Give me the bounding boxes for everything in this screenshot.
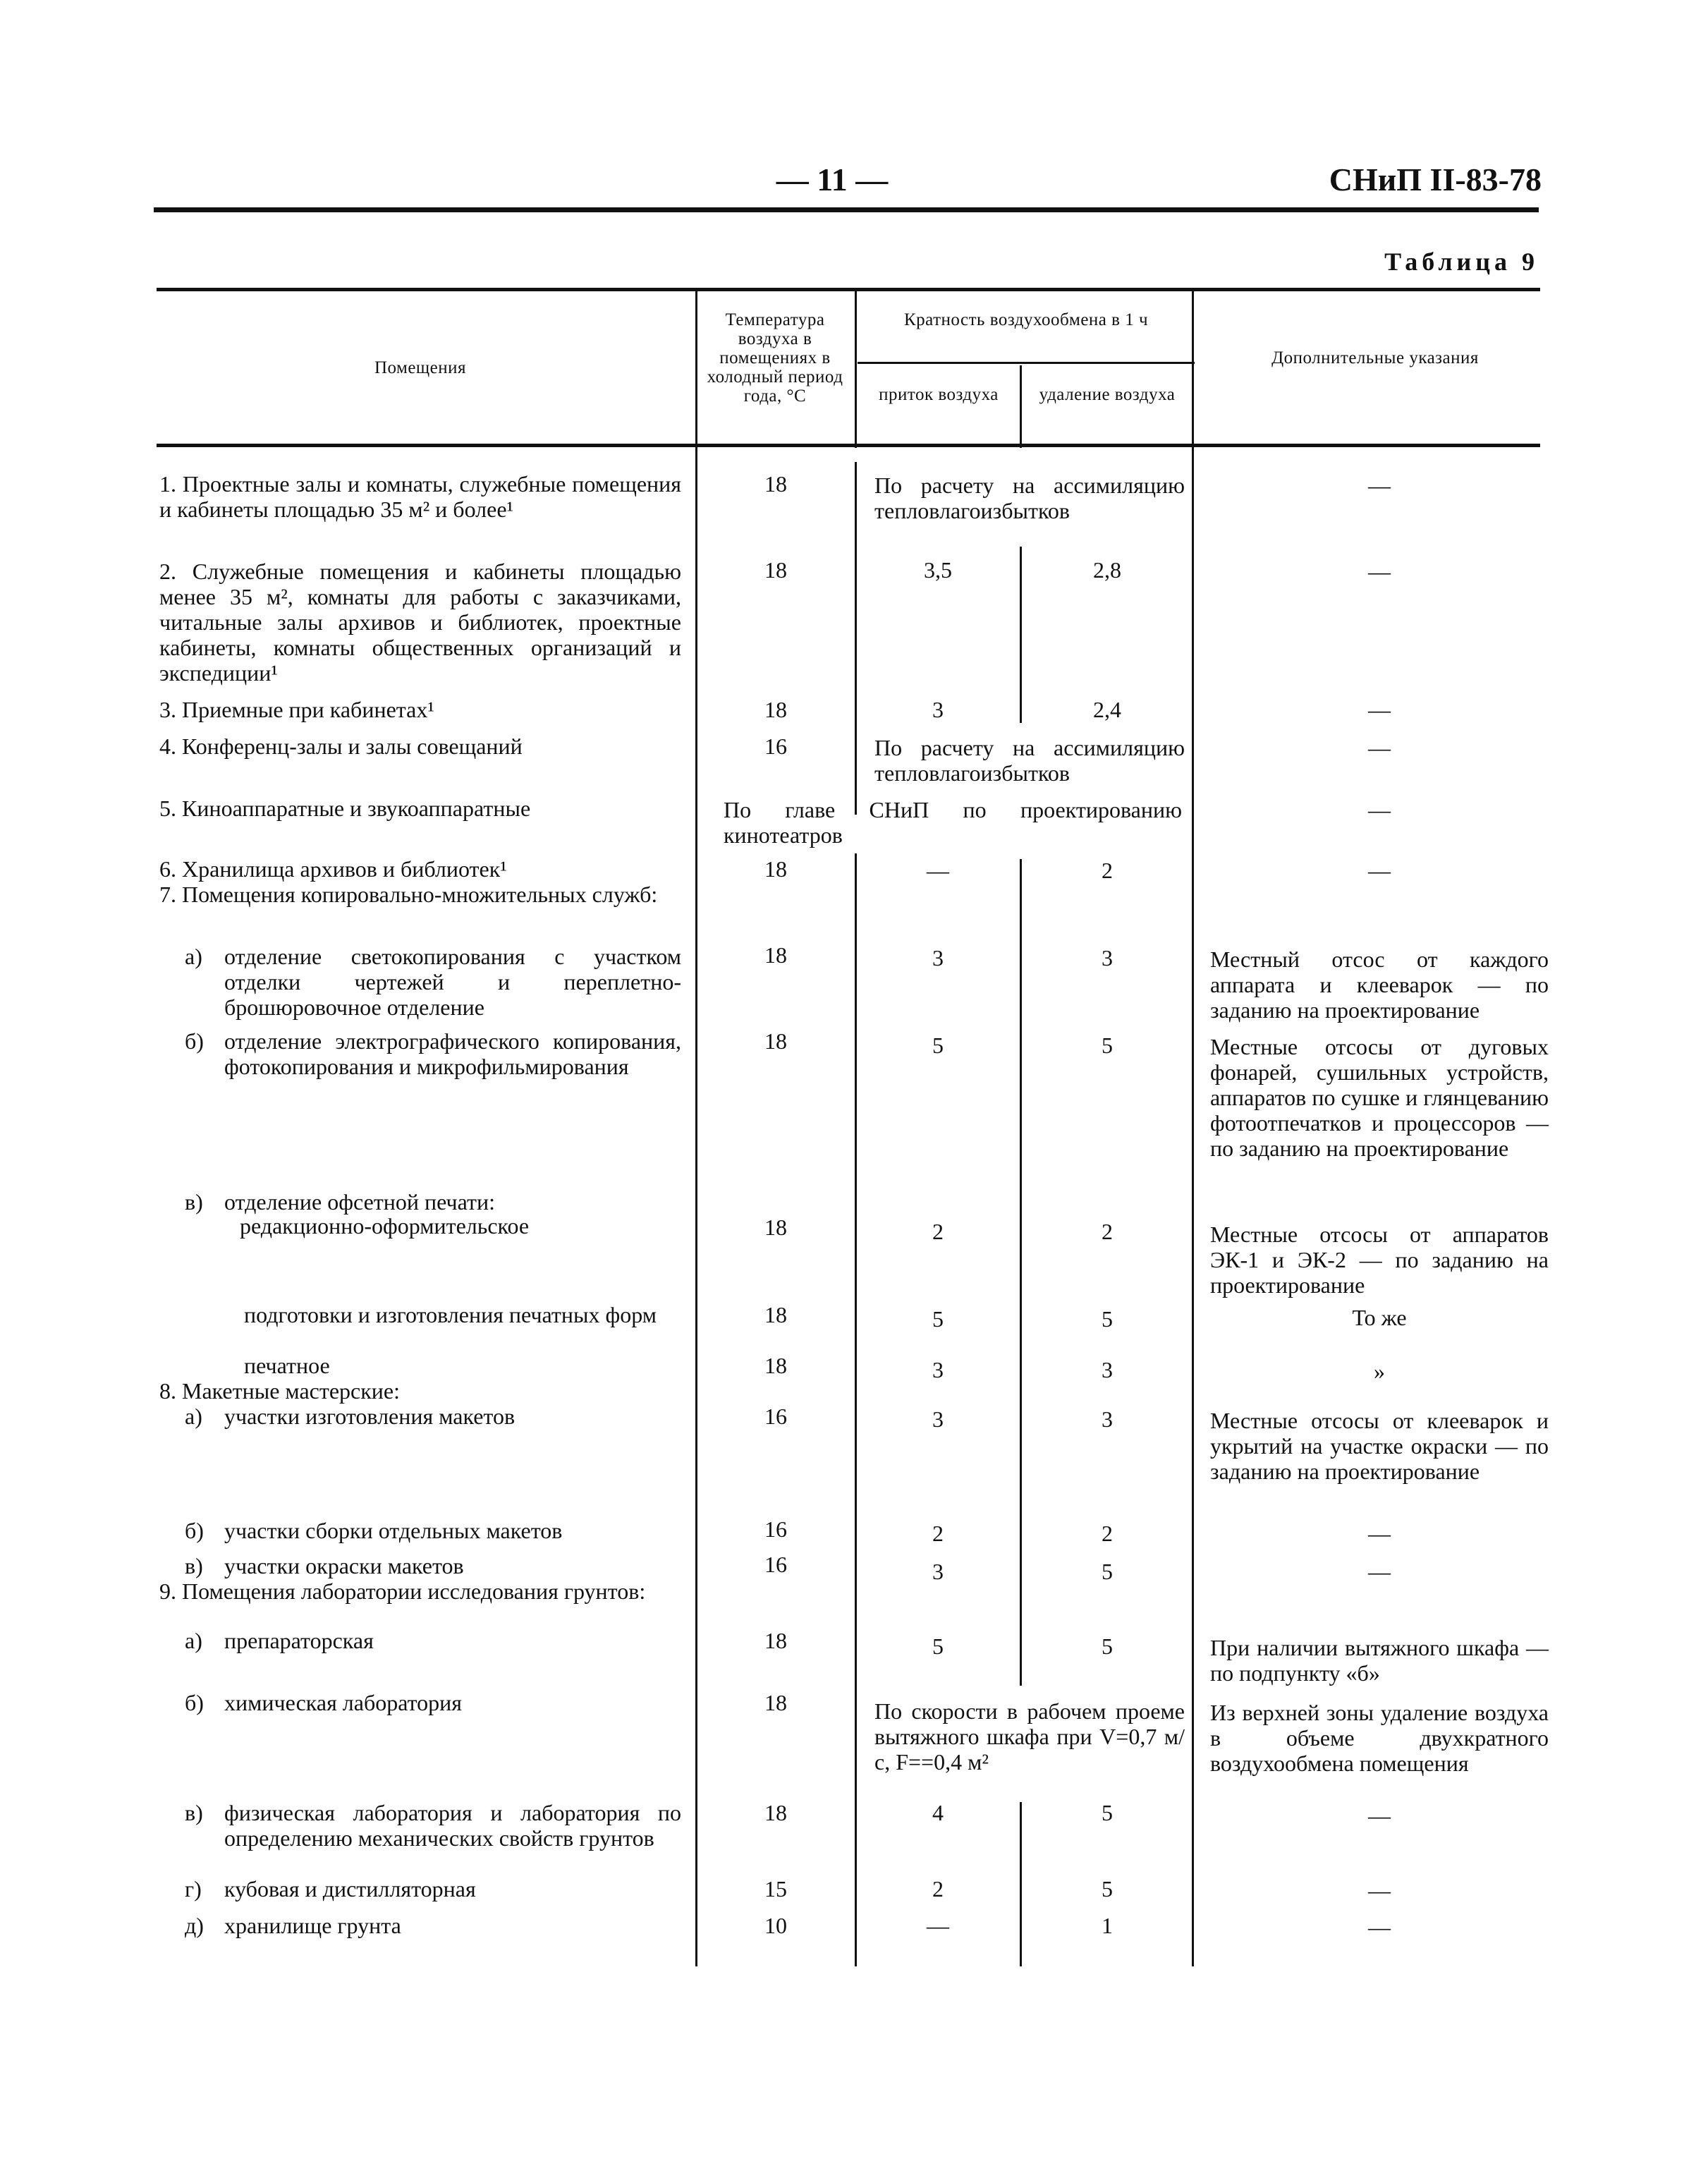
row-4-note: — (1368, 735, 1391, 760)
header-exhaust: удаление воздуха (1039, 385, 1176, 404)
row-7a-note: Местный отсос от каждого аппарата и клееварок — по заданию на проектирование (1210, 947, 1549, 1023)
row-8b-temp: 16 (764, 1516, 787, 1542)
row-7a-exhaust: 3 (1102, 945, 1113, 971)
row-7v2-temp: 18 (764, 1302, 787, 1327)
row-9d-note: — (1368, 1914, 1391, 1940)
row-4-name: 4. Конференц-залы и залы совещаний (159, 734, 523, 759)
row-9a-supply: 5 (932, 1633, 944, 1659)
row-8a-supply: 3 (932, 1406, 944, 1432)
row-2-temp: 18 (764, 557, 787, 583)
row-3-exhaust: 2,4 (1093, 697, 1121, 722)
row-8a-name: участки изготовления макетов (224, 1404, 516, 1429)
row-3-name: 3. Приемные при кабинетах¹ (159, 697, 434, 722)
row-8v-label: в) (185, 1553, 203, 1578)
header-notes: Дополнительные указания (1271, 348, 1479, 367)
row-5-note: — (1368, 797, 1391, 822)
row-8a-exhaust: 3 (1102, 1406, 1113, 1432)
row-9v-name: физическая лаборатория и лаборатория по определению механических свойств грунтов (224, 1800, 681, 1851)
row-9a-label: а) (185, 1628, 202, 1653)
column-divider-airflow-body (855, 853, 857, 1966)
row-7b-supply: 5 (932, 1033, 944, 1058)
row-9g-temp: 15 (764, 1876, 787, 1902)
row-9g-label: г) (185, 1876, 202, 1902)
row-7v2-supply: 5 (932, 1306, 944, 1332)
row-9d-supply: — (927, 1913, 949, 1938)
row-7b-note: Местные отсосы от дуговых фонарей, сушильных устройств, аппаратов по сушке и глянцеванию фотоотпечатков и процессоров — по заданию на проектирование (1210, 1034, 1549, 1161)
row-9a-temp: 18 (764, 1628, 787, 1653)
column-divider-notes (1192, 291, 1194, 1966)
row-5-name: 5. Киноаппаратные и звукоаппаратные (159, 796, 531, 821)
row-4-temp: 16 (764, 734, 787, 759)
column-divider-supply-exhaust (1020, 547, 1022, 723)
row-7v2-name: подготовки и изготовления печатных форм (244, 1302, 657, 1327)
row-9v-note: — (1368, 1803, 1391, 1828)
row-6-exhaust: 2 (1102, 858, 1113, 883)
row-9a-exhaust: 5 (1102, 1633, 1113, 1659)
row-7v2-note: То же (1352, 1305, 1407, 1330)
header-temperature: Температура воздуха в помещениях в холодный период года, °С (707, 310, 843, 406)
row-6-supply: — (927, 858, 949, 883)
row-2-supply: 3,5 (924, 557, 952, 583)
row-2-exhaust: 2,8 (1093, 557, 1121, 583)
row-9d-temp: 10 (764, 1913, 787, 1938)
row-8b-label: б) (185, 1518, 204, 1543)
row-1-temp: 18 (764, 471, 787, 497)
row-7v1-name: редакционно-оформительское (240, 1213, 530, 1239)
column-divider-supply-exhaust (1020, 859, 1022, 1686)
row-8b-name: участки сборки отдельных макетов (224, 1518, 563, 1543)
document-code: СНиП II-83-78 (1329, 162, 1542, 197)
row-8a-note: Местные отсосы от клееварок и укрытий на участке окраски — по заданию на проектирование (1210, 1408, 1549, 1484)
row-5-merged-value: По главе СНиП по проектированию кинотеатров (724, 797, 1182, 848)
row-8a-label: а) (185, 1404, 202, 1429)
row-8b-note: — (1368, 1521, 1391, 1546)
row-6-temp: 18 (764, 856, 787, 882)
column-divider-airflow-body (855, 462, 857, 815)
row-8v-exhaust: 5 (1102, 1559, 1113, 1584)
row-9v-exhaust: 5 (1102, 1800, 1113, 1825)
row-3-supply: 3 (932, 697, 944, 722)
row-7v3-name: печатное (244, 1353, 330, 1378)
row-6-note: — (1368, 858, 1391, 883)
header-bottom-rule (157, 444, 1540, 447)
table-caption: Таблица 9 (1384, 248, 1539, 276)
row-9a-name: препараторская (224, 1628, 374, 1653)
row-8b-exhaust: 2 (1102, 1521, 1113, 1546)
header-rooms: Помещения (374, 358, 467, 377)
row-9g-exhaust: 5 (1102, 1876, 1113, 1902)
row-9b-temp: 18 (764, 1690, 787, 1715)
row-7v3-temp: 18 (764, 1353, 787, 1378)
column-divider-supply-exhaust (1020, 1802, 1022, 1966)
row-4-air-exchange: По расчету на ассимиляцию тепловлагоизбытков (874, 735, 1185, 786)
row-7b-exhaust: 5 (1102, 1033, 1113, 1058)
row-8v-supply: 3 (932, 1559, 944, 1584)
air-exchange-subrule (858, 362, 1195, 364)
row-7b-label: б) (185, 1028, 204, 1054)
row-8-heading: 8. Макетные мастерские: (159, 1378, 401, 1404)
row-7-heading: 7. Помещения копировально-множительных служб: (159, 882, 658, 907)
row-9g-note: — (1368, 1878, 1391, 1903)
row-7v3-exhaust: 3 (1102, 1357, 1113, 1382)
row-3-note: — (1368, 697, 1391, 722)
row-9b-note: Из верхней зоны удаление воздуха в объеме двухкратного воздухообмена помещения (1210, 1700, 1549, 1776)
row-8v-temp: 16 (764, 1552, 787, 1577)
row-7a-supply: 3 (932, 945, 944, 971)
row-2-note: — (1368, 559, 1391, 584)
row-9b-label: б) (185, 1690, 204, 1715)
row-7a-name: отделение светокопирования с участком отделки чертежей и переплетно-брошюровочное отделение (224, 944, 681, 1020)
table-top-rule (157, 288, 1540, 291)
row-8b-supply: 2 (932, 1521, 944, 1546)
row-9d-name: хранилище грунта (224, 1913, 401, 1938)
row-1-note: — (1368, 473, 1391, 498)
row-9v-supply: 4 (932, 1800, 944, 1825)
row-9d-exhaust: 1 (1102, 1913, 1113, 1938)
column-divider-supply-exhaust (1020, 365, 1022, 448)
row-1-air-exchange: По расчету на ассимиляцию тепловлагоизбытков (874, 473, 1185, 523)
row-1-name: 1. Проектные залы и комнаты, служебные помещения и кабинеты площадью 35 м² и более¹ (159, 471, 681, 522)
row-9a-note: При наличии вытяжного шкафа — по подпункту «б» (1210, 1635, 1549, 1686)
row-7a-temp: 18 (764, 942, 787, 968)
row-3-temp: 18 (764, 697, 787, 722)
column-divider-temp (695, 291, 697, 1966)
column-divider-airflow (855, 291, 857, 448)
row-7b-temp: 18 (764, 1028, 787, 1054)
row-7v-label: в) (185, 1189, 203, 1215)
row-9g-supply: 2 (932, 1876, 944, 1902)
row-2-name: 2. Служебные помещения и кабинеты площадью менее 35 м², комнаты для работы с заказчиками, читальные залы архивов и библиотек, проектные кабинеты, комнаты общественных организаций и экспедиции¹ (159, 559, 681, 686)
row-7b-name: отделение электрографического копирования, фотокопирования и микрофильмирования (224, 1028, 681, 1079)
row-9d-label: д) (185, 1913, 204, 1938)
row-9b-air-exchange: По скорости в рабочем проеме вытяжного шкафа при V=0,7 м/с, F==0,4 м² (874, 1698, 1185, 1775)
row-9v-temp: 18 (764, 1800, 787, 1825)
row-6-name: 6. Хранилища архивов и библиотек¹ (159, 856, 507, 882)
row-7v1-note: Местные отсосы от аппаратов ЭК-1 и ЭК-2 — по заданию на проектирование (1210, 1222, 1549, 1298)
row-7v3-supply: 3 (932, 1357, 944, 1382)
row-8v-name: участки окраски макетов (224, 1553, 464, 1578)
header-air-exchange: Кратность воздухообмена в 1 ч (903, 310, 1149, 329)
row-9b-name: химическая лаборатория (224, 1690, 463, 1715)
header-supply: приток воздуха (879, 385, 999, 404)
row-9g-name: кубовая и дистилляторная (224, 1876, 476, 1902)
row-7v-name: отделение офсетной печати: (224, 1189, 496, 1215)
page-number: — 11 — (776, 162, 889, 197)
row-7v1-exhaust: 2 (1102, 1219, 1113, 1244)
row-7v2-exhaust: 5 (1102, 1306, 1113, 1332)
row-7v1-supply: 2 (932, 1219, 944, 1244)
row-7v3-note: » (1374, 1358, 1385, 1384)
row-7v1-temp: 18 (764, 1215, 787, 1240)
row-7a-label: а) (185, 944, 202, 969)
row-8a-temp: 16 (764, 1404, 787, 1429)
header-rule (154, 207, 1539, 212)
row-9v-label: в) (185, 1800, 203, 1825)
row-8v-note: — (1368, 1559, 1391, 1584)
row-9-heading: 9. Помещения лаборатории исследования грунтов: (159, 1578, 646, 1604)
